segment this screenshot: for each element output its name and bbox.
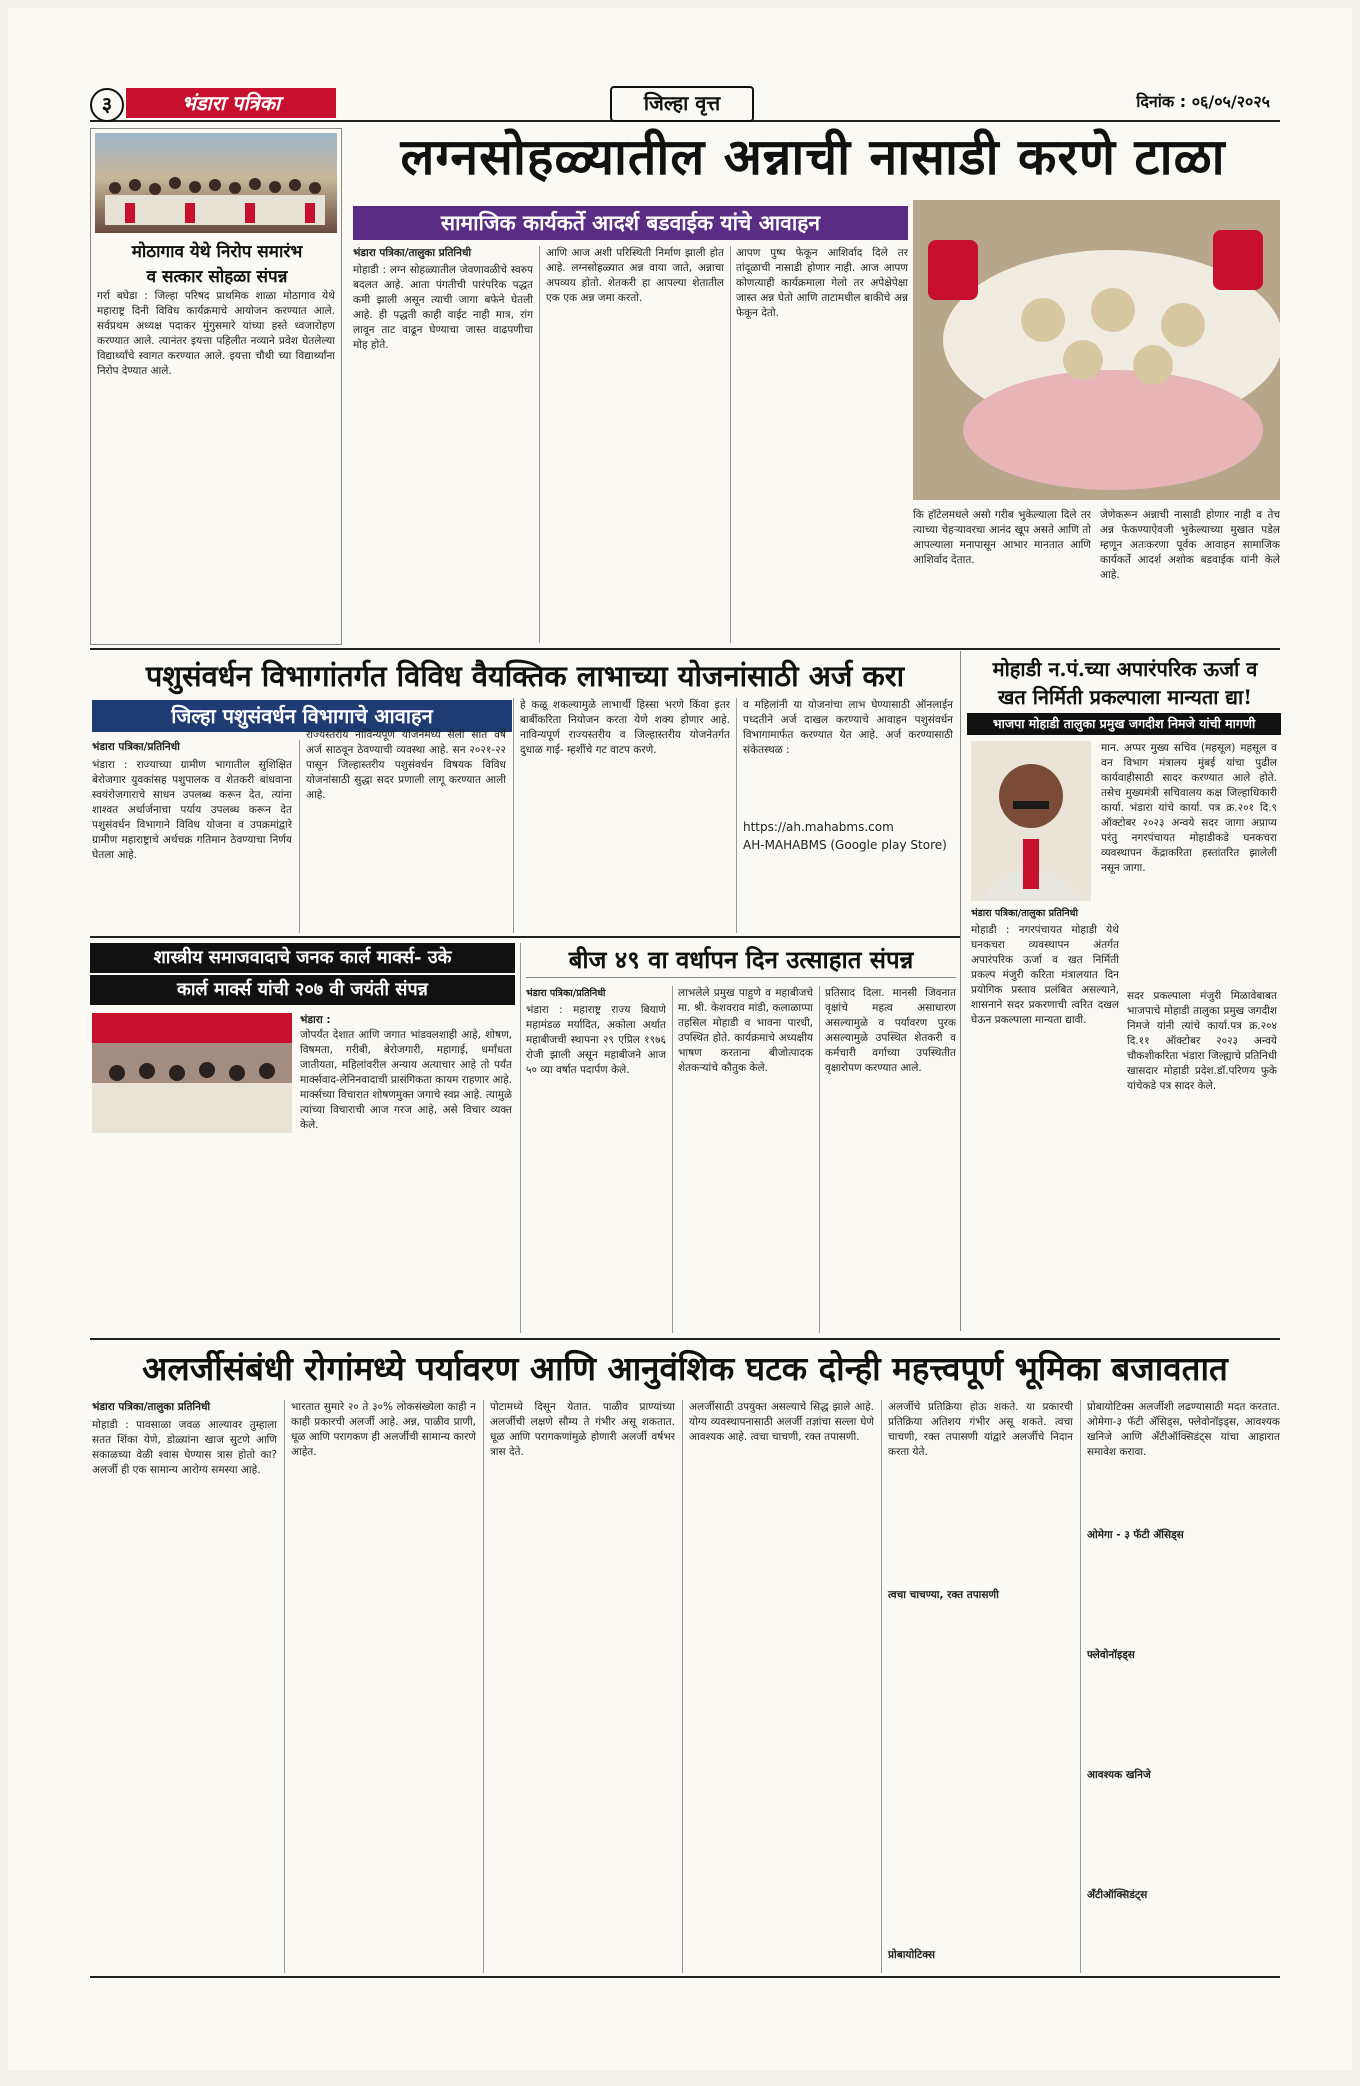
story6-subhead-2: ओमेगा - ३ फॅटी ॲसिड्स	[1087, 1529, 1184, 1541]
story6-col4: अलर्जीसाठी उपयुक्त असल्याचे सिद्ध झाले आहे. योग्य व्यवस्थापनासाठी अलर्जी तज्ञांचा सल्ला घेणे आवश्यक आहे. त्वचा चाचणी, रक्त तपासणी.	[689, 1401, 874, 1443]
story2-col4: व महिलांनी या योजनांचा लाभ घेण्यासाठी ऑनलाईन पध्दतीने अर्ज दाखल करण्याचे आवाहन पशुसंवर्धन विभागामार्फत करण्यात येत आहे. अर्ज करण्यासाठी संकेतस्थळ :	[743, 699, 953, 756]
story6-subhead-3: फ्लेवोनॉइड्स	[1087, 1649, 1135, 1661]
story3-subhead: भाजपा मोहाडी तालुका प्रमुख जगदीश निमजे यांची मागणी	[967, 713, 1281, 735]
col-rule	[1080, 1400, 1081, 1973]
col-rule	[736, 698, 737, 933]
meeting-photo	[92, 1013, 292, 1133]
story4-headline-1: शास्त्रीय समाजवादाचे जनक कार्ल मार्क्स- उके	[90, 943, 515, 973]
story3-headline-1: मोहाडी न.पं.च्या अपारंपरिक ऊर्जा व	[992, 657, 1258, 681]
story3-col2: सदर प्रकल्पाला मंजुरी मिळावेबाबत भाजपाचे मोहाडी तालुका प्रमुख जगदीश निमजे यांनी त्यांचे कार्या.पत्र क्र.२०४ दि.११ ऑक्टोबर २०२३ अन्वये चौकशीकरिता भंडारा जिल्ह्याचे प्रतिनिधी खासदार मोहाडी प्रदेश.डॉ.परिणय फुके यांचेकडे पत्र सादर केले.	[1127, 990, 1277, 1092]
story1-col1: मोहाडी : लग्न सोहळ्यातील जेवणावळीचे स्वरुप बदलत आहे. आता पंगतीची पारंपरिक पद्धत कमी झाली असून त्याची जागा बफेने घेतली आहे. ही पद्धती काही वाईट नाही मात्र, रांग लावून ताट वाढून घेण्याचा जास्त वाढपणीचा मोह होते.	[353, 264, 533, 351]
story1-dateline: भंडारा पत्रिका/तालुका प्रतिनिधी	[353, 247, 472, 259]
students-illustration	[95, 133, 337, 233]
col-rule	[672, 986, 673, 1333]
story4-headline-2: कार्ल मार्क्स यांची २०७ वी जयंती संपन्न	[90, 975, 515, 1005]
story1-caption-col1: कि हॉटेलमधले असो गरीब भुकेल्याला दिले तर त्याच्या चेहऱ्यावरचा आनंद खूप असते आणि तो आपल्याला मनापासून आभार मानतात आणि आशिर्वाद देतात.	[913, 509, 1091, 566]
section-title: जिल्हा वृत्त	[610, 86, 754, 122]
food-waste-photo	[913, 200, 1280, 500]
story4-box	[90, 943, 515, 1333]
paper-name: भंडारा पत्रिका	[126, 88, 336, 118]
group-photo	[95, 133, 337, 233]
story6-subhead-1: त्वचा चाचण्या, रक्त तपासणी	[888, 1589, 999, 1601]
story2-headline: पशुसंवर्धन विभागांतर्गत विविध वैयक्तिक लाभाच्या योजनांसाठी अर्ज करा	[145, 659, 905, 693]
story6-col6: प्रोबायोटिक्स अलर्जीशी लढण्यासाठी मदत करतात. ओमेगा-३ फॅटी ॲसिड्स, फ्लेवोनॉइड्स, आवश्यक खनिजे आणि अँटीऑक्सिडंट्स यांचा आहारात समावेश करावा.	[1087, 1401, 1280, 1458]
story6-col1: मोहाडी : पावसाळा जवळ आल्यावर तुम्हाला सतत शिंका येणे, डोळ्यांना खाज सुटणे आणि सकाळच्या वेळी श्वास घेण्यास त्रास होतो का? अलर्जी ही एक सामान्य आरोग्य समस्या आहे.	[92, 1419, 277, 1476]
story2-subhead: जिल्हा पशुसंवर्धन विभागाचे आवाहन	[92, 700, 512, 732]
col-rule	[881, 1400, 882, 1973]
story3-intro: मान. अप्पर मुख्य सचिव (महसूल) महसूल व वन विभाग मंत्रालय मुंबई यांचा पुढील कार्यवाहीसाठी सादर करण्यात आले होते. तसेच मुख्यमंत्री सचिवालय कक्ष जिल्हाधिकारी कार्या. भंडारा यांचे कार्या. पत्र क्र.२०१ दि.९ ऑक्टोबर २०२३ अन्वये सदर जागा अप्राप्य परंतु नगरपंचायत मोहाडीकडे घनकचरा व्यवस्थापन केंद्राकरिता हस्तांतरित झालेली नसून जागा.	[1101, 742, 1277, 874]
col-rule	[730, 246, 731, 643]
col-rule	[539, 246, 540, 643]
story6-col5: अलर्जीचे प्रतिक्रिया होऊ शकते. या प्रकारची प्रतिक्रिया अतिशय गंभीर असू शकते. त्वचा चाचणी, रक्त तपासणी यांद्वारे अलर्जीचे निदान करता येते.	[888, 1401, 1073, 1458]
politician-photo	[971, 741, 1091, 901]
story1-subhead: सामाजिक कार्यकर्ते आदर्श बडवाईक यांचे आवाहन	[353, 206, 908, 240]
story5-dateline: भंडारा पत्रिका/प्रतिनिधी	[526, 988, 606, 999]
rally-illustration	[92, 1013, 292, 1133]
story3-col1: मोहाडी : नगरपंचायत मोहाडी येथे घनकचरा व्यवस्थापन अंतर्गत अपारंपरिक ऊर्जा व खत निर्मिती प्रकल्प मंजुरी करिता मंत्रालयात दिन प्रयोगिक प्रस्ताव प्रलंबित असल्याने, शासनाने सदर प्रकरणाची त्वरित दखल घेऊन प्रकल्पाला मान्यता द्यावी.	[971, 924, 1119, 1026]
story2-col3: हे कळू शकल्यामुळे लाभार्थी हिस्सा भरणे किंवा इतर बाबींकरिता नियोजन करता येणे शक्य होणार आहे. नाविन्यपूर्ण राज्यस्तरीय व जिल्हास्तरीय योजनेतर्गत दुधाळ गाई- म्हशींचे गट वाटप करणे.	[520, 699, 730, 756]
story1-col3: आपण पुष्प फेकून आशिर्वाद दिले तर तांदूळाची नासाडी होणार नाही. आज आपण कोणत्याही कार्यक्रमाला गेलो तर अपेक्षेपेक्षा जास्त अन्न घेतो आणि ताटामधील बाकीचे अन्न फेकून देतो.	[736, 247, 908, 319]
story1-headline: लग्नसोहळ्यातील अन्नाची नासाडी करणे टाळा	[400, 127, 1226, 186]
col-rule	[513, 698, 514, 933]
story2-website: https://ah.mahabms.com	[743, 820, 894, 834]
section-divider	[90, 1338, 1280, 1340]
story6-subhead-6: प्रोबायोटिक्स	[888, 1949, 935, 1961]
story6-dateline: भंडारा पत्रिका/तालुका प्रतिनिधी	[92, 1401, 211, 1413]
section-divider	[90, 936, 960, 938]
page-number: ३	[90, 88, 124, 122]
masthead	[90, 86, 1280, 122]
story3-headline-2: खत निर्मिती प्रकल्पाला मान्यता द्या!	[998, 685, 1252, 709]
story2-col1: भंडारा : राज्याच्या ग्रामीण भागातील सुशिक्षित बेरोजगार युवकांसह पशुपालक व शेतकरी बांधवाना स्वयंरोजगाराचे साधन उपलब्ध करून देत, त्यांना शाश्वत अर्थार्जनाचा पर्याय उपलब्ध करून देत पशुसंवर्धन विभागाने विविध योजना व उपक्रमांद्वारे ग्रामीण महाराष्ट्राचे अर्थचक्र गतिमान ठेवण्याचा निर्णय घेतला आहे.	[92, 759, 292, 861]
issue-date: दिनांक : ०६/०५/२०२५	[1136, 92, 1270, 111]
story4-dateline: भंडारा :	[300, 1014, 331, 1026]
newspaper-page	[8, 8, 1352, 2070]
banquet-table-illustration	[913, 200, 1280, 500]
story6-headline: अलर्जीसंबंधी रोगांमध्ये पर्यावरण आणि आनुवंशिक घटक दोन्ही महत्त्वपूर्ण भूमिका बजावतात	[142, 1349, 1228, 1388]
left-box-body: गर्रा बघेडा : जिल्हा परिषद प्राथमिक शाळा मोठागाव येथे महाराष्ट्र दिनी विविध कार्यक्रमाचे आयोजन करण्यात आले. सर्वप्रथम अध्यक्ष पदाकर मुंगुसमारे यांच्या हस्ते ध्वजारोहण करण्यात आले. त्यानंतर इयत्ता पहिलीत नव्याने प्रवेश घेतलेल्या विद्यार्थ्यांचे स्वागत करण्यात आले. इयत्ता चौथी च्या विद्यार्थ्यांना निरोप देण्यात आले.	[97, 290, 335, 377]
col-rule	[284, 1400, 285, 1973]
left-box	[90, 128, 342, 645]
story5-col3: प्रतिसाद दिला. मानसी जिवनात वृक्षांचे महत्व असाधारण असल्यामुळे व पर्यावरण पुरक असल्यामुळे उपस्थित शेतकरी व कर्मचारी वर्गाच्या उपस्थितीत वृक्षारोपण करण्यात आले.	[825, 987, 956, 1074]
story3-box	[960, 651, 1281, 1331]
story2-app: AH-MAHABMS (Google play Store)	[743, 838, 947, 852]
col-rule	[682, 1400, 683, 1973]
col-rule	[520, 943, 521, 1333]
portrait-illustration	[971, 741, 1091, 901]
story5-col2: लाभलेले प्रमुख पाहुणे व महाबीजचे मा. श्री. केशवराव मांडी, कलाळाप्पा तहसिल मोहाडी व भावना पारधी, उपस्थित होते. कार्यक्रमाचे अध्यक्षीय भाषण करताना बीजोत्पादक शेतकऱ्यांचे कौतुक केले.	[678, 987, 813, 1074]
left-box-headline-2: व सत्कार सोहळा संपन्न	[146, 267, 288, 287]
story2-dateline: भंडारा पत्रिका/प्रतिनिधी	[92, 741, 180, 753]
footer-rule	[90, 1976, 1280, 1978]
story1-caption-col2: जेणेकरून अन्नाची नासाडी होणार नाही व तेच अन्न फेकण्याऐवजी भुकेल्याच्या मुखात पडेल म्हणून अतःकरणा पूर्वक आवाहन सामाजिक कार्यकर्ते आदर्श अशोक बडवाईक यांनी केले आहे.	[1100, 509, 1280, 581]
story3-dateline: भंडारा पत्रिका/तालुका प्रतिनिधी	[971, 908, 1078, 919]
story5-headline: बीज ४९ वा वर्धापन दिन उत्साहात संपन्न	[526, 943, 956, 978]
col-rule	[299, 740, 300, 933]
section-divider	[90, 648, 1280, 650]
story2-col2: राज्यस्तरीय नाविन्यपूर्ण योजनेमध्ये सेली सात वर्षे अर्ज साठवून ठेवण्याची व्यवस्था आहे. सन २०२१-२२ पासून जिल्हास्तरीय पशुसंवर्धन विषयक विविध योजनांसाठी सुद्धा सदर प्रणाली लागू करण्यात आली आहे.	[306, 729, 506, 801]
story6-col2: भारतात सुमारे २० ते ३०% लोकसंख्येला काही न काही प्रकारची अलर्जी आहे. अन्न, पाळीव प्राणी, धूळ आणि परागकण ही अलर्जीची सामान्य कारणे आहेत.	[291, 1401, 476, 1458]
story4-body: जोपर्यंत देशात आणि जगात भांडवलशाही आहे, शोषण, विषमता, गरीबी, बेरोजगारी, महागाई, धर्मांधता जातीयता, महिलांवरील अन्याय अत्याचार आहे तो पर्यंत मार्क्सवाद-लेनिनवादाची प्रासंगिकता कायम राहणार आहे. मार्क्सच्या विचारात शोषणमुक्त जगाचे स्वप्न आहे. त्यामुळे त्यांच्या विचाराची आज गरज आहे, असे विचार व्यक्त केले.	[300, 1029, 512, 1131]
story1-col2: आणि आज अशी परिस्थिती निर्माण झाली होत आहे. लग्नसोहळ्यात अन्न वाया जाते, अन्नाचा अपव्यय होतो. शेतकरी हा आपल्या शेतातील एक एक अन्न जमा करतो.	[546, 247, 724, 304]
left-box-headline-1: मोठागाव येथे निरोप समारंभ	[131, 242, 303, 262]
story5-col1: भंडारा : महाराष्ट्र राज्य बियाणे महामंडळ मर्यादित, अकोला अर्थात महाबीजची स्थापना २९ एप्रिल १९७६ रोजी झाली असून महाबीजने आज ५० व्या वर्षात पदार्पण केले.	[526, 1004, 666, 1076]
col-rule	[819, 986, 820, 1333]
story6-col3: पोटामध्ये दिसून येतात. पाळीव प्राण्यांच्या अलर्जीची लक्षणे सौम्य ते गंभीर असू शकतात. धूळ आणि परागकणांमुळे होणारी अलर्जी वर्षभर त्रास देते.	[490, 1401, 675, 1458]
col-rule	[483, 1400, 484, 1973]
story6-subhead-4: आवश्यक खनिजे	[1087, 1769, 1151, 1781]
story6-subhead-5: अँटीऑक्सिडंट्स	[1087, 1889, 1148, 1901]
